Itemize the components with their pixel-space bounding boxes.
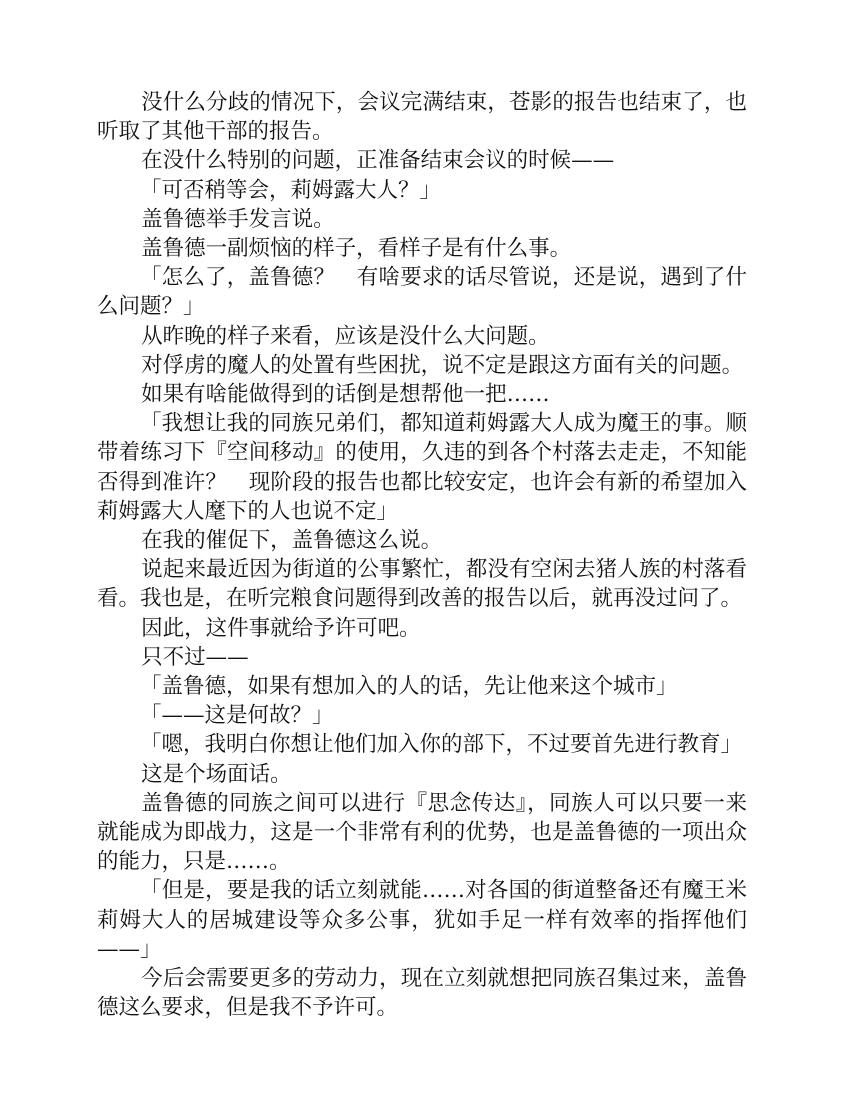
paragraph: 「但是，要是我的话立刻就能……对各国的街道整备还有魔王米莉姆大人的居城建设等众多公事，犹如手足一样有效率的指挥他们——」	[97, 878, 747, 962]
paragraph: 「——这是何故？」	[140, 703, 334, 729]
paragraph: 在我的催促下，盖鲁德这么说。	[141, 528, 443, 554]
paragraph: 因此，这件事就给予许可吧。	[141, 615, 421, 641]
paragraph: 这是个场面话。	[141, 761, 292, 787]
paragraph: 盖鲁德的同族之间可以进行『思念传达』，同族人可以只要一来就能成为即战力，这是一个非常有利的优势，也是盖鲁德的一项出众的能力，只是……。	[97, 790, 747, 875]
paragraph: 盖鲁德一副烦恼的样子，看样子是有什么事。	[141, 236, 572, 262]
paragraph: 对俘虏的魔人的处置有些困扰，说不定是跟这方面有关的问题。	[141, 352, 744, 378]
paragraph: 在没什么特别的问题，正准备结束会议的时候——	[141, 148, 615, 174]
paragraph: 说起来最近因为街道的公事繁忙，都没有空闲去猪人族的村落看看。我也是，在听完粮食问题得到改善的报告以后，就再没过问了。	[97, 557, 747, 612]
paragraph: 从昨晚的样子来看，应该是没什么大问题。	[141, 323, 550, 349]
paragraph: 只不过——	[141, 644, 249, 670]
paragraph: 没什么分歧的情况下，会议完满结束，苍影的报告也结束了，也听取了其他干部的报告。	[97, 90, 747, 145]
paragraph: 「我想让我的同族兄弟们，都知道莉姆露大人成为魔王的事。顺带着练习下『空间移动』的使用，久违的到各个村落去走走，不知能否得到准许？ 现阶段的报告也都比较安定，也许会有新的希望加入莉姆露大人麾下的人也说不定」	[97, 411, 747, 524]
paragraph: 「盖鲁德，如果有想加入的人的话，先让他来这个城市」	[140, 674, 678, 700]
document-text-body	[97, 88, 747, 1023]
paragraph: 「怎么了，盖鲁德？ 有啥要求的话尽管说，还是说，遇到了什么问题？」	[97, 265, 747, 320]
paragraph: 「可否稍等会，莉姆露大人？」	[140, 177, 442, 203]
paragraph: 盖鲁德举手发言说。	[141, 206, 335, 232]
paragraph: 「嗯，我明白你想让他们加入你的部下，不过要首先进行教育」	[140, 732, 743, 758]
paragraph: 今后会需要更多的劳动力，现在立刻就想把同族召集过来，盖鲁德这么要求，但是我不予许可。	[97, 966, 747, 1021]
paragraph: 如果有啥能做得到的话倒是想帮他一把……	[141, 382, 550, 408]
